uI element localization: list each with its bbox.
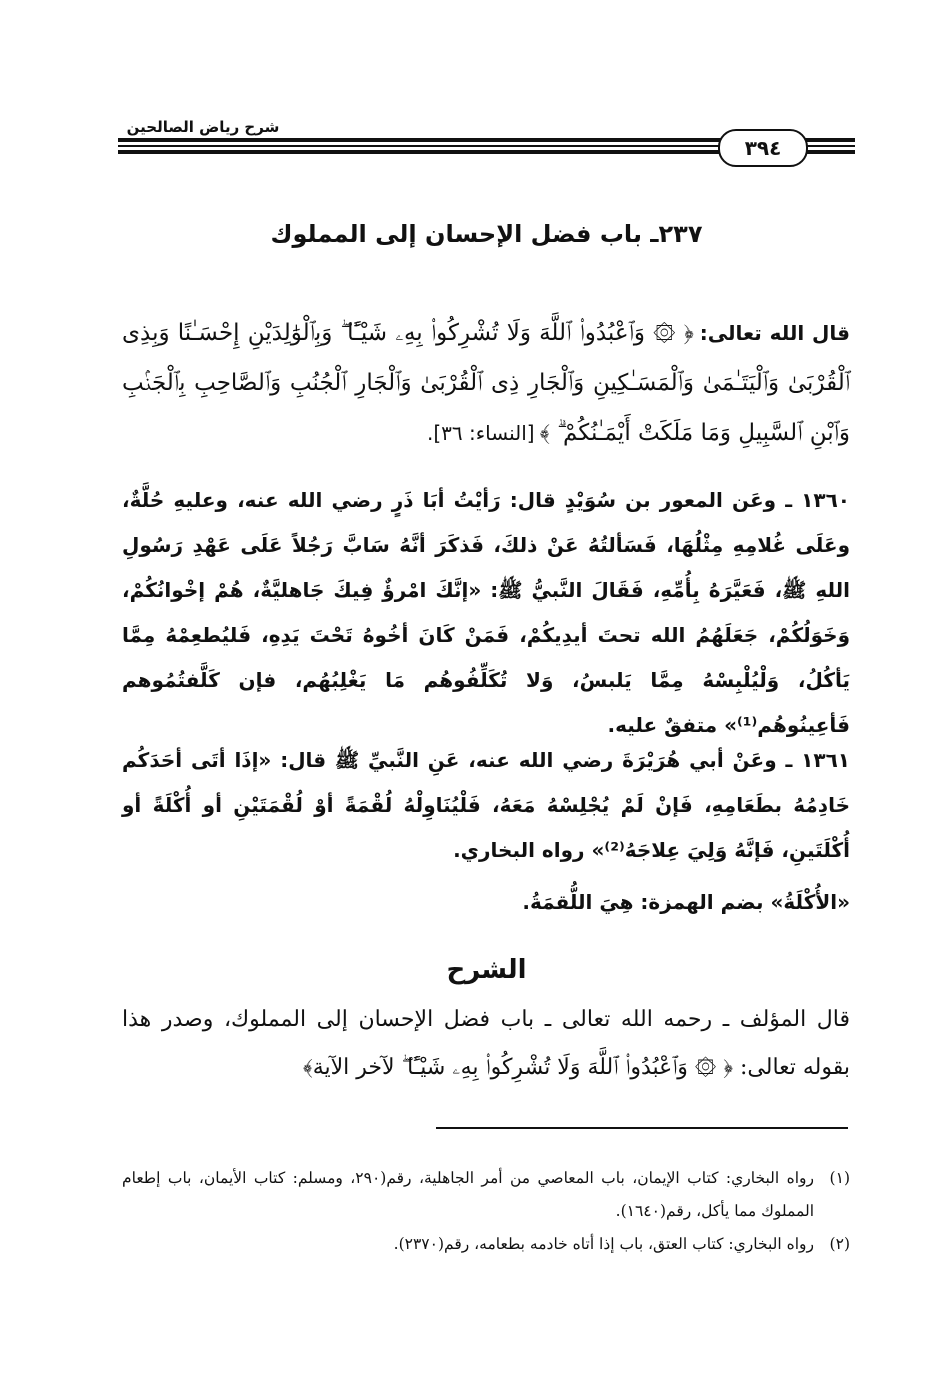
footnote-item	[122, 1228, 850, 1261]
verse-reference: [النساء: ٣٦].	[427, 421, 535, 445]
footnote-text: رواه البخاري: كتاب العتق، باب إذا أتاه خادمه بطعامه، رقم(٢٣٧٠).	[393, 1235, 814, 1253]
hadith-1361: ١٣٦١ ـ وعَنْ أبي هُرَيْرَةَ رضي الله عنه، عَنِ النَّبيِّ ﷺ قال: «إذَا أتَى أحَدَكُم خَادِمُهُ بطَعَامِهِ، فَإنْ لَمْ يُجْلِسْهُ مَعَهُ، فَلْيُنَاوِلْهُ لُقْمَةً أوْ لُقْمَتَيْنِ أو أُكْلَةً أو أُكْلَتَينِ، فَإنَّهُ وَلِيَ عِلاجَهُ⁽²⁾» رواه البخاري.	[122, 748, 850, 862]
footnotes	[122, 1162, 850, 1261]
footnote-text: رواه البخاري: كتاب الإيمان، باب المعاصي من أمر الجاهلية، رقم(٢٩٠، ومسلم: كتاب الأيمان، باب إطعام المملوك مما يأكل، رقم(١٦٤٠).	[122, 1169, 814, 1220]
footnote-separator	[436, 1127, 848, 1129]
footnote-number: (٢)	[829, 1235, 850, 1253]
page-number: ٣٩٤	[718, 129, 808, 167]
sharh-heading: الشرح	[446, 955, 527, 985]
footnote-item	[122, 1162, 850, 1228]
chapter-title: ٢٣٧ـ باب فضل الإحسان إلى المملوك	[270, 220, 703, 248]
quran-verse: ﴿ ۞ وَٱعْبُدُوا۟ ٱللَّهَ وَلَا تُشْرِكُوا۟ بِهِۦ شَيْـًٔا ۖ وَبِٱلْوَٰلِدَيْنِ إِحْسَـٰنًا وَبِذِى ٱلْقُرْبَىٰ وَٱلْيَتَـٰمَىٰ وَٱلْمَسَـٰكِينِ وَٱلْجَارِ ذِى ٱلْقُرْبَىٰ وَٱلْجَارِ ٱلْجُنُبِ وَٱلصَّاحِبِ بِٱلْجَنۢبِ وَٱبْنِ ٱلسَّبِيلِ وَمَا مَلَكَتْ أَيْمَـٰنُكُمْ ۗ ﴾	[122, 320, 850, 446]
hadith-1360: ١٣٦٠ ـ وعَن المعور بن سُوَيْدٍ قال: رَأيْتُ أبَا ذَرٍ رضي الله عنه، وعليهِ حُلَّةٌ، وعَلَى غُلامِهِ مِثْلُهَا، فَسَألتُهُ عَنْ ذلكَ، فَذكَرَ أنَّهُ سَابَّ رَجُلاً عَلَى عَهْدِ رَسُولِ اللهِ ﷺ، فَعَيَّرَهُ بِأُمِّهِ، فَقَالَ النَّبيُّ ﷺ: «إنَّكَ امْرؤٌ فِيكَ جَاهليَّةٌ، هُمْ إخْوانُكُمْ، وَخَوَلُكُمْ، جَعَلَهُمُ الله تحتَ أيدِيكُمْ، فَمَنْ كَانَ أخُوهُ تَحْتَ يَدِهِ، فَليُطعِمْهُ مِمَّا يَأكُلُ، وَلْيُلْبِسْهُ مِمَّا يَلبسُ، وَلا تُكَلِّفُوهُم مَا يَغْلِبُهُم، فإن كَلَّفتُمُوهم فَأعِينُوهُم⁽¹⁾» متفقٌ عليه.	[122, 488, 850, 737]
sharh-paragraph: قال المؤلف ـ رحمه الله تعالى ـ باب فضل الإحسان إلى المملوك، وصدر هذا بقوله تعالى: ﴿ ۞ وَٱعْبُدُوا۟ ٱللَّهَ وَلَا تُشْرِكُوا۟ بِهِۦ شَيْـًٔا ۖ لآخر الآية﴾	[122, 1007, 850, 1080]
footnote-number: (١)	[829, 1169, 850, 1187]
intro-label: قال الله تعالى:	[699, 321, 851, 345]
gloss-line: «الأُكْلَةُ» بضم الهمزة: هِيَ اللُّقمَةُ.	[522, 890, 850, 914]
running-title: شرح رياض الصالحين	[126, 118, 280, 136]
intro-paragraph	[122, 308, 850, 458]
